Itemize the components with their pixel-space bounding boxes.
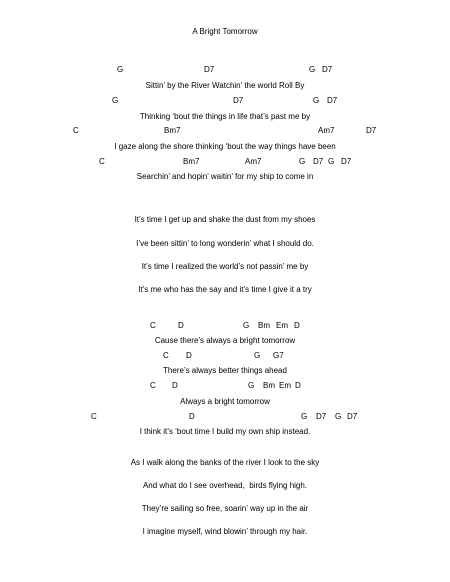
chord: Em bbox=[279, 381, 291, 390]
chord: D bbox=[295, 381, 301, 390]
lyric-line: I’ve been sittin’ to long wonderin’ what I should do. bbox=[136, 239, 314, 248]
chord: D bbox=[172, 381, 178, 390]
chord: G bbox=[313, 96, 320, 105]
chord: D7 bbox=[204, 65, 215, 74]
lyric-line: Thinking ‘bout the things in life that’s past me by bbox=[139, 112, 311, 121]
chord: G bbox=[309, 65, 316, 74]
chord: C bbox=[73, 126, 79, 135]
chord: G bbox=[117, 65, 124, 74]
lyric-line: It’s time I realized the world’s not passin’ me by bbox=[141, 262, 309, 271]
chord: D7 bbox=[316, 412, 327, 421]
chord: Bm bbox=[263, 381, 275, 390]
lyric-line: Cause there’s always a bright tomorrow bbox=[154, 336, 296, 345]
chord: G7 bbox=[273, 351, 284, 360]
lyric-line: I gaze along the shore thinking ‘bout the way things have been bbox=[114, 142, 336, 151]
chord: G bbox=[299, 157, 306, 166]
chord: C bbox=[163, 351, 169, 360]
chord: D7 bbox=[341, 157, 352, 166]
chord: G bbox=[301, 412, 308, 421]
chord: Bm bbox=[258, 321, 270, 330]
lyric-line: It’s me who has the say and it’s time I give it a try bbox=[138, 285, 312, 294]
chord: D7 bbox=[233, 96, 244, 105]
chord: Am7 bbox=[318, 126, 335, 135]
chord: G bbox=[254, 351, 261, 360]
chord: D7 bbox=[313, 157, 324, 166]
chord: D bbox=[189, 412, 195, 421]
lyric-line: I imagine myself, wind blowin’ through my hair. bbox=[142, 527, 308, 536]
chord: C bbox=[150, 321, 156, 330]
chord: D7 bbox=[366, 126, 377, 135]
chord: D bbox=[178, 321, 184, 330]
chord: G bbox=[248, 381, 255, 390]
lyric-line: It’s time I get up and shake the dust from my shoes bbox=[134, 215, 316, 224]
chord: C bbox=[150, 381, 156, 390]
chord: C bbox=[91, 412, 97, 421]
chord: D bbox=[294, 321, 300, 330]
chord: G bbox=[243, 321, 250, 330]
song-title: A Bright Tomorrow bbox=[192, 27, 258, 36]
chord: D bbox=[186, 351, 192, 360]
chord: G bbox=[328, 157, 335, 166]
lyric-line: There’s always better things ahead bbox=[163, 366, 287, 375]
lyric-line: They’re sailing so free, soarin’ way up in the air bbox=[141, 504, 309, 513]
chord: D7 bbox=[322, 65, 333, 74]
chord: C bbox=[99, 157, 105, 166]
lyric-line: I think it’s ‘bout time I build my own ship instead. bbox=[139, 427, 311, 436]
chord: D7 bbox=[347, 412, 358, 421]
chord: Em bbox=[276, 321, 288, 330]
chord: G bbox=[335, 412, 342, 421]
lyric-line: As I walk along the banks of the river I look to the sky bbox=[130, 458, 320, 467]
chord: Bm7 bbox=[183, 157, 200, 166]
chord: D7 bbox=[327, 96, 338, 105]
chord: Bm7 bbox=[164, 126, 181, 135]
lyric-line: Always a bright tomorrow bbox=[180, 397, 270, 406]
chord: Am7 bbox=[245, 157, 262, 166]
chord: G bbox=[112, 96, 119, 105]
lyric-line: And what do I see overhead, birds flying high. bbox=[142, 481, 308, 490]
lyric-line: Sittin’ by the River Watchin’ the world Roll By bbox=[145, 81, 305, 90]
lyric-line: Searchin’ and hopin’ waitin’ for my ship to come in bbox=[136, 172, 314, 181]
